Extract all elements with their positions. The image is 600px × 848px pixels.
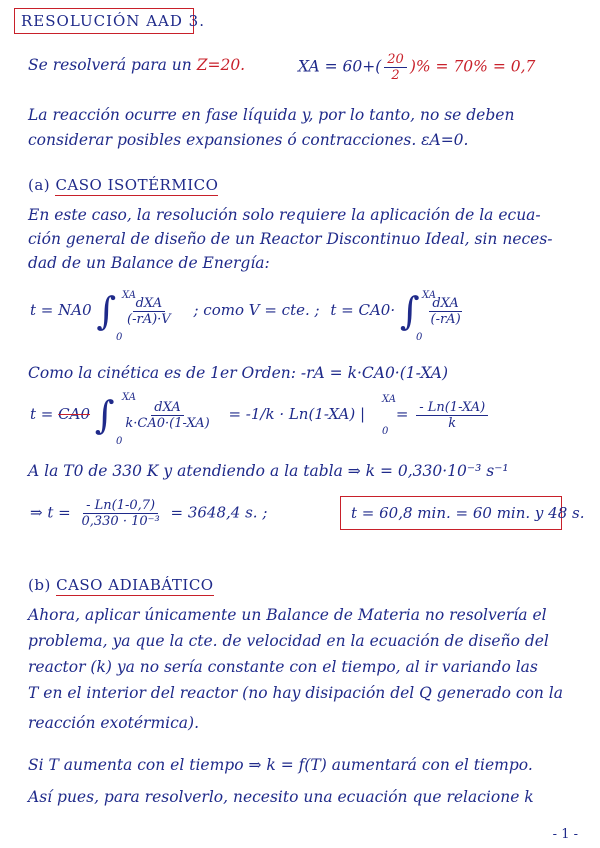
section-b-heading: (b) CASO ADIABÁTICO [28,576,214,594]
z-fraction: $\frac{20}{2}$ [384,52,407,83]
section-b-line-6: Si T aumenta con el tiempo ⇒ k = f(T) aumentará con el tiempo. [28,756,533,774]
integral-sign-3: ∫ [94,393,115,437]
design-equation: t = NA0 ∫ XA 0 $\frac{\text{dXA}}{(-rA)\cdot V}$ ; como V = cte. ; t = CA0· ∫ XA 0 $\frac{\text{dXA}}{(-rA)}$ [30,292,570,342]
time-fraction: $\frac{- Ln(1-0,7)}{\text{0,330 · 10⁻³}}$ [81,498,160,529]
section-b-line-1: Ahora, aplicar únicamente un Balance de Materia no resolvería el [28,606,547,624]
section-a-line-3: dad de un Balance de Energía: [28,254,270,272]
section-b-line-7: Así pues, para resolverlo, necesito una ecuación que relacione k [28,788,534,806]
time-calculation: ⇒ t = $\frac{- Ln(1-0,7)}{\text{0,330 · 10⁻³}}$ = 3648,4 s. ; [30,498,268,529]
result-text: t = 60,8 min. = 60 min. y 48 s. [351,504,585,522]
section-a-heading: (a) CASO ISOTÉRMICO [28,176,219,194]
section-b-line-5: reacción exotérmica). [28,714,199,732]
section-a-line-1: En este caso, la resolución solo requiere la aplicación de la ecua- [28,206,541,224]
integrand-fraction-3: $\frac{\text{dXA}}{k\cdot CA0\cdot(1-XA)}$ [125,399,210,431]
section-b-line-3: reactor (k) ya no sería constante con el tiempo, al ir variando las [28,658,538,676]
integrated-equation: t = CA0 ∫ XA 0 $\frac{\text{dXA}}{k\cdot CA0\cdot(1-XA)}$ = -1/k · Ln(1-XA) | XA 0 = $\frac{- Ln(1-XA)}{k}$ [30,396,570,446]
integral-sign-2: ∫ [399,289,420,333]
result-box [340,496,585,530]
section-b-line-4: T en el interior del reactor (no hay disipación del Q generado con la [28,684,564,702]
page-title: RESOLUCIÓN AAD 3. [14,8,194,34]
section-b-line-2: problema, ya que la cte. de velocidad en la ecuación de diseño del [28,632,549,650]
z-value: Z=20. [196,56,246,74]
conversion-line: XA = 60+( $\frac{20}{2}$ )% = 70% = 0,7 [298,52,536,83]
phase-note-line-2: considerar posibles expansiones ó contracciones. εA=0. [28,131,469,149]
integrand-fraction: $\frac{\text{dXA}}{(-rA)\cdot V}$ [127,295,171,327]
page-number: - 1 - [552,827,578,842]
phase-note-line-1: La reacción ocurre en fase líquida y, por lo tanto, no se deben [28,106,515,124]
result-fraction: $\frac{- Ln(1-XA)}{k}$ [416,400,488,431]
kinetics-line: Como la cinética es de 1er Orden: -rA = k·CA0·(1-XA) [28,364,449,382]
integrand-fraction-2: $\frac{\text{dXA}}{(-rA)}$ [430,295,461,327]
section-a-line-2: ción general de diseño de un Reactor Discontinuo Ideal, sin neces- [28,230,553,248]
rate-constant-line: A la T0 de 330 K y atendiendo a la tabla ⇒ k = 0,330·10⁻³ s⁻¹ [28,462,509,480]
given-data-line: Se resolverá para un Z=20. [28,56,246,74]
integral-sign: ∫ [96,289,117,333]
